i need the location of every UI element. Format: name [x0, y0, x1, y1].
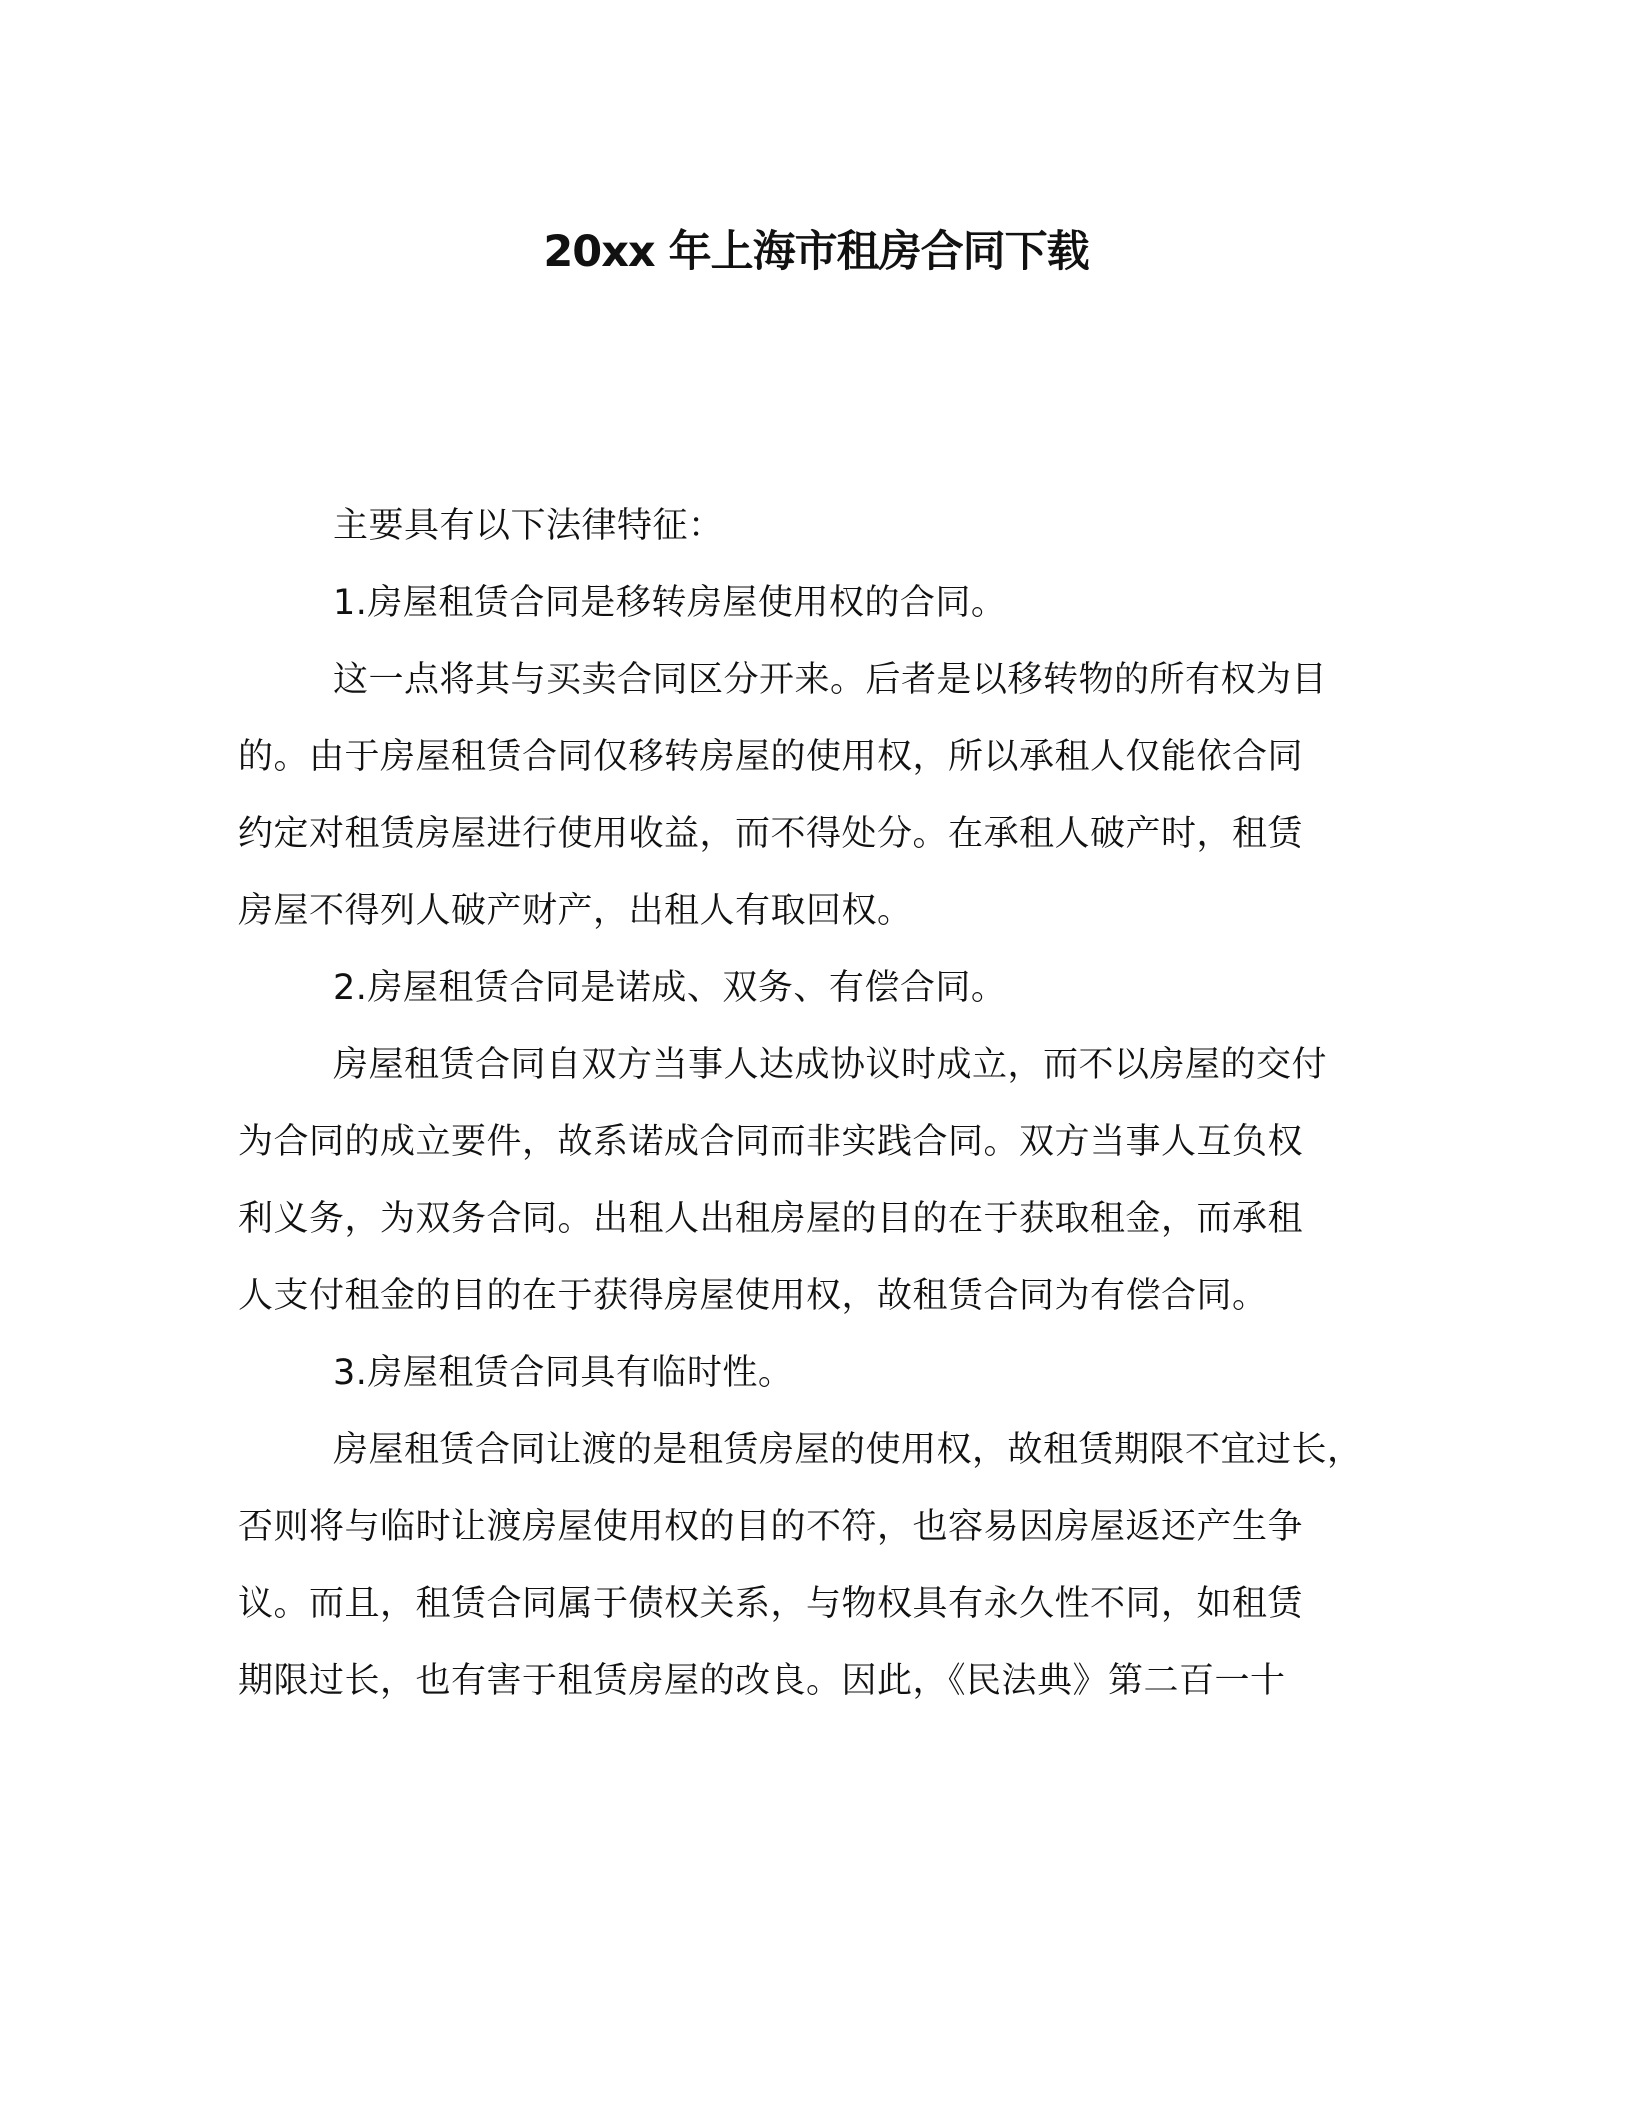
text-line: 期限过长，也有害于租赁房屋的改良。因此，《民法典》第二百一十 [238, 1661, 1286, 1701]
text-line: 3.房屋租赁合同具有临时性。 [333, 1353, 794, 1393]
text-line: 1.房屋租赁合同是移转房屋使用权的合同。 [333, 583, 1007, 623]
text-line: 议。而且，租赁合同属于债权关系，与物权具有永久性不同，如租赁 [238, 1584, 1304, 1624]
text-line: 利义务，为双务合同。出租人出租房屋的目的在于获取租金，而承租 [238, 1199, 1304, 1239]
text-line: 人支付租金的目的在于获得房屋使用权，故租赁合同为有偿合同。 [238, 1276, 1268, 1316]
text-line: 主要具有以下法律特征： [333, 506, 724, 546]
text-line: 房屋不得列人破产财产，出租人有取回权。 [238, 891, 913, 931]
text-line: 的。由于房屋租赁合同仅移转房屋的使用权，所以承租人仅能依合同 [238, 737, 1304, 777]
text-line: 2.房屋租赁合同是诺成、双务、有偿合同。 [333, 968, 1007, 1008]
text-line: 房屋租赁合同自双方当事人达成协议时成立，而不以房屋的交付 [333, 1045, 1328, 1085]
text-line: 为合同的成立要件，故系诺成合同而非实践合同。双方当事人互负权 [238, 1122, 1304, 1162]
document-title: 20xx 年上海市租房合同下载 [543, 227, 1089, 277]
text-line: 这一点将其与买卖合同区分开来。后者是以移转物的所有权为目 [333, 660, 1328, 700]
text-line: 约定对租赁房屋进行使用收益，而不得处分。在承租人破产时，租赁 [238, 814, 1304, 854]
text-line: 房屋租赁合同让渡的是租赁房屋的使用权，故租赁期限不宜过长， [333, 1430, 1363, 1470]
document-body [238, 488, 1398, 1720]
text-line: 否则将与临时让渡房屋使用权的目的不符，也容易因房屋返还产生争 [238, 1507, 1304, 1547]
